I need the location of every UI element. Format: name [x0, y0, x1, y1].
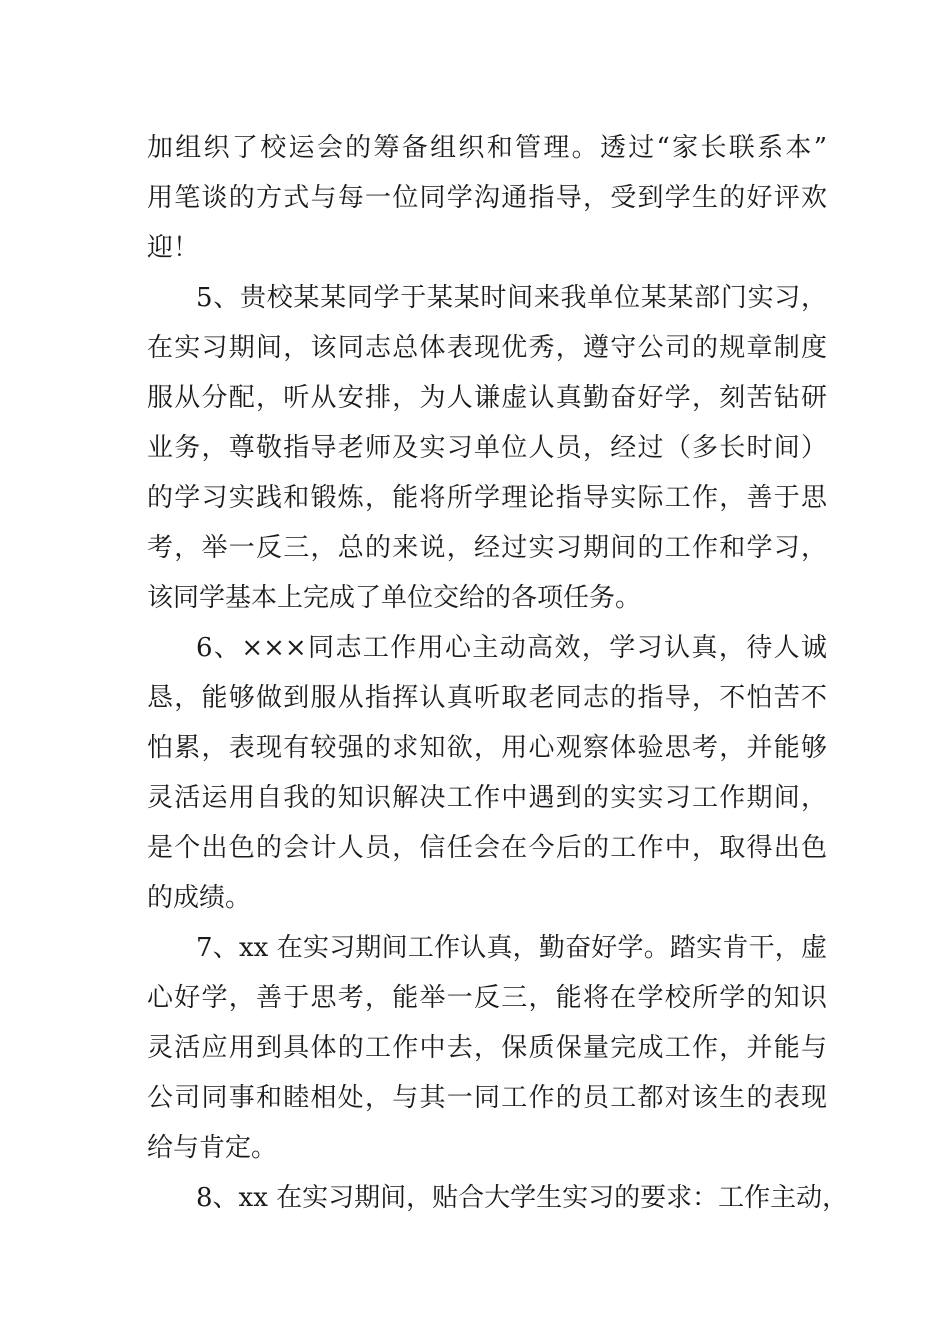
text-line: 业务，尊敬指导老师及实习单位人员，经过（多长时间） — [147, 433, 827, 463]
text-line: 怕累，表现有较强的求知欲，用心观察体验思考，并能够 — [147, 733, 827, 763]
text-line: 公司同事和睦相处，与其一同工作的员工都对该生的表现 — [147, 1083, 827, 1113]
text-line: 灵活应用到具体的工作中去，保质保量完成工作，并能与 — [147, 1033, 827, 1063]
text-line: 给与肯定。 — [147, 1133, 278, 1163]
text-line: 恳，能够做到服从指挥认真听取老同志的指导，不怕苦不 — [147, 683, 827, 713]
text-line: 灵活运用自我的知识解决工作中遇到的实实习工作期间， — [147, 783, 827, 813]
text-line: 的学习实践和锻炼，能将所学理论指导实际工作，善于思 — [147, 483, 827, 513]
text-line: 的成绩。 — [147, 883, 252, 913]
text-line: 8、xx 在实习期间，贴合大学生实习的要求：工作主动， — [196, 1183, 849, 1213]
text-line: 5、贵校某某同学于某某时间来我单位某某部门实习， — [196, 283, 827, 313]
text-line: 用笔谈的方式与每一位同学沟通指导，受到学生的好评欢 — [147, 183, 827, 213]
text-line: 该同学基本上完成了单位交给的各项任务。 — [147, 583, 642, 613]
text-line: 在实习期间，该同志总体表现优秀，遵守公司的规章制度 — [147, 333, 827, 363]
text-line: 加组织了校运会的筹备组织和管理。透过“家长联系本” — [147, 133, 827, 163]
text-line: 服从分配，听从安排，为人谦虚认真勤奋好学，刻苦钻研 — [147, 383, 827, 413]
text-line: 心好学，善于思考，能举一反三，能将在学校所学的知识 — [147, 983, 827, 1013]
text-line: 7、xx 在实习期间工作认真，勤奋好学。踏实肯干，虚 — [196, 933, 827, 963]
text-line: 是个出色的会计人员，信任会在今后的工作中，取得出色 — [147, 833, 827, 863]
text-line: 迎！ — [147, 233, 200, 263]
text-line: 考，举一反三，总的来说，经过实习期间的工作和学习， — [147, 533, 827, 563]
text-line: 6、×××同志工作用心主动高效，学习认真，待人诚 — [196, 633, 827, 663]
